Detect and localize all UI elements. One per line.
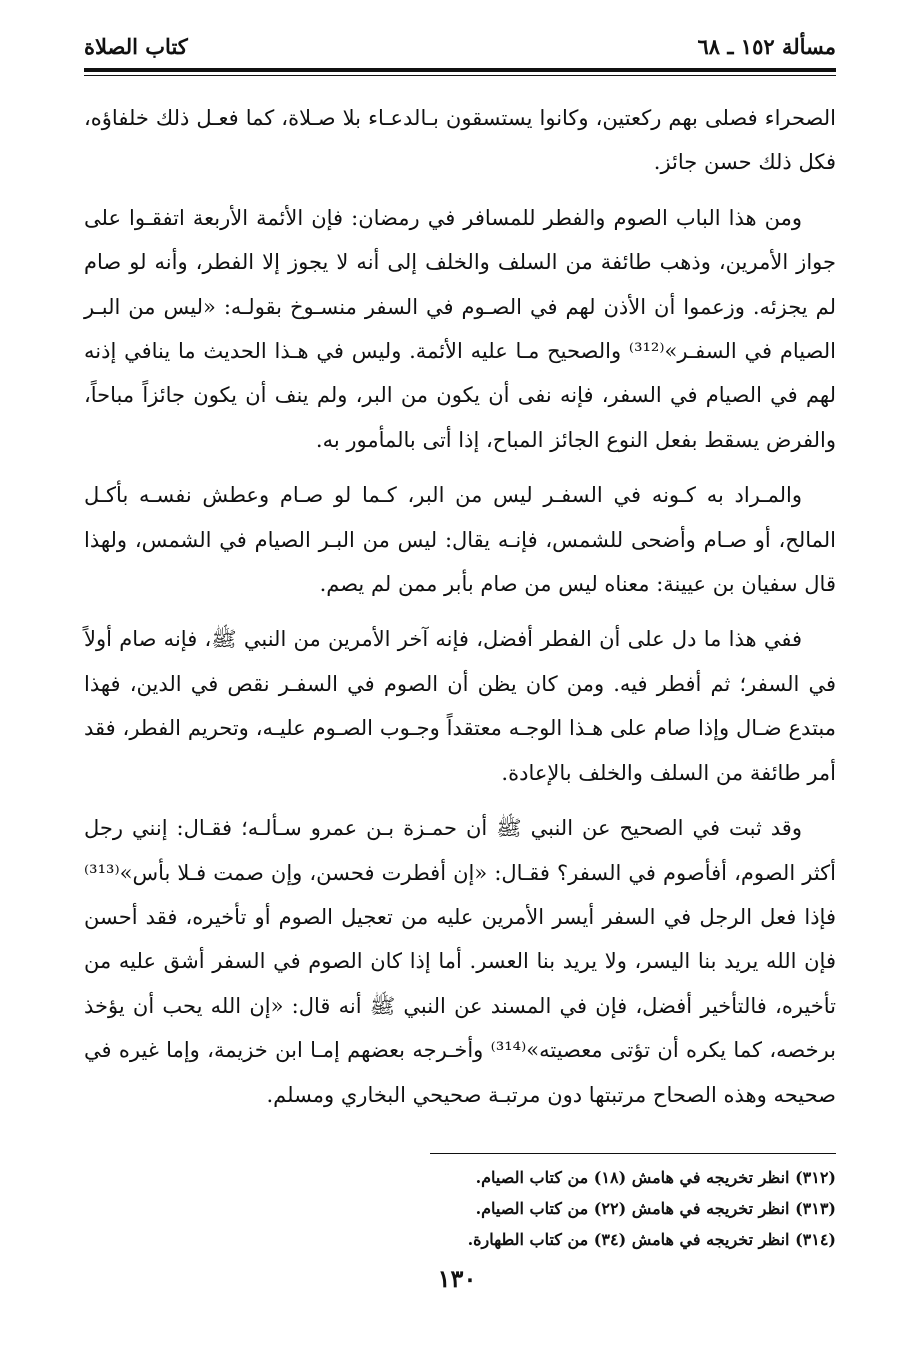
issue-number-heading: مسألة ١٥٢ ـ ٦٨ xyxy=(697,33,836,59)
book-title-heading: كتاب الصلاة xyxy=(84,33,188,59)
paragraph: والمـراد به كـونه في السفـر ليس من البر، كـما لو صـام وعطش نفسـه بأكـل المالح، أو صـام وأضحى للشمس، فإنـه يقال: ليس من البـر الصيام في الشمس، ولهذا قال سفيان بن عيينة: معناه ليس من صام بأبر ممن لم يصم. xyxy=(84,483,836,597)
paragraph: ومن هذا الباب الصوم والفطر للمسافر في رمضان: فإن الأئمة الأربعة اتفقـوا على جواز الأمرين، وذهب طائفة من السلف والخلف إلى أنه لا يجوز إلا الفطر، وأنه لو صام لم يجزئه. وزعموا أن الأذن لهم في الصـوم في السفر منسـوخ بقولـه: «ليس من البـر الصيام في السفـر»⁽³¹²⁾ والصحيح مـا عليه الأئمة. وليس في هـذا الحديث ما ينافي إذنه لهم في الصيام في السفر، فإنه نفى أن يكون من البر، ولم ينف أن يكون جائزاً مباحاً، والفرض يسقط بفعل النوع الجائز المباح، إذا أتى بالمأمور به. xyxy=(84,205,836,452)
page-number: ١٣٠ xyxy=(437,1264,477,1293)
paragraph: ففي هذا ما دل على أن الفطر أفضل، فإنه آخر الأمرين من النبي ﷺ، فإنه صام أولاً في السفر؛ ثم أفطر فيه. ومن كان يظن أن الصوم في السفـر نقص في الدين، فهذا مبتدع ضـال وإذا صام على هـذا الوجـه معتقداً وجـوب الصـوم عليـه، وتحريم الفطر، فقد أمر طائفة من السلف والخلف بالإعادة. xyxy=(84,627,836,785)
main-text xyxy=(84,96,836,1128)
paragraph: وقد ثبت في الصحيح عن النبي ﷺ أن حمـزة بـن عمرو سـألـه؛ فقـال: إنني رجل أكثر الصوم، أفأصوم في السفر؟ فقـال: «إن أفطرت فحسن، وإن صمت فـلا بأس»⁽³¹³⁾ فإذا فعل الرجل في السفر أيسر الأمرين عليه من تعجيل الصوم أو تأخيره، فقد أحسن فإن الله يريد بنا اليسر، ولا يريد بنا العسر. أما إذا كان الصوم في السفر أشق عليه من تأخيره، فالتأخير أفضل، فإن في المسند عن النبي ﷺ أنه قال: «إن الله يحب أن يؤخذ برخصه، كما يكره أن تؤتى معصيته»⁽³¹⁴⁾ وأخـرجه بعضهم إمـا ابن خزيمة، وإما غيره في صحيحه وهذه الصحاح مرتبتها دون مرتبـة صحيحي البخاري ومسلم. xyxy=(84,816,836,1107)
footnote: (٣١٢) انظر تخريجه في هامش (١٨) من كتاب الصيام. xyxy=(475,1168,836,1187)
footnote: (٣١٣) انظر تخريجه في هامش (٢٢) من كتاب الصيام. xyxy=(475,1199,836,1218)
running-header xyxy=(84,28,836,64)
header-rule-thick xyxy=(84,68,836,72)
footnote: (٣١٤) انظر تخريجه في هامش (٣٤) من كتاب الطهارة. xyxy=(467,1230,836,1249)
paragraph: الصحراء فصلى بهم ركعتين، وكانوا يستسقون بـالدعـاء بلا صـلاة، كما فعـل ذلك خلفاؤه، فكل ذلك حسن جائز. xyxy=(84,106,836,175)
footnote-separator xyxy=(430,1153,836,1154)
footnotes xyxy=(84,1162,836,1255)
header-rule-thin xyxy=(84,75,836,76)
